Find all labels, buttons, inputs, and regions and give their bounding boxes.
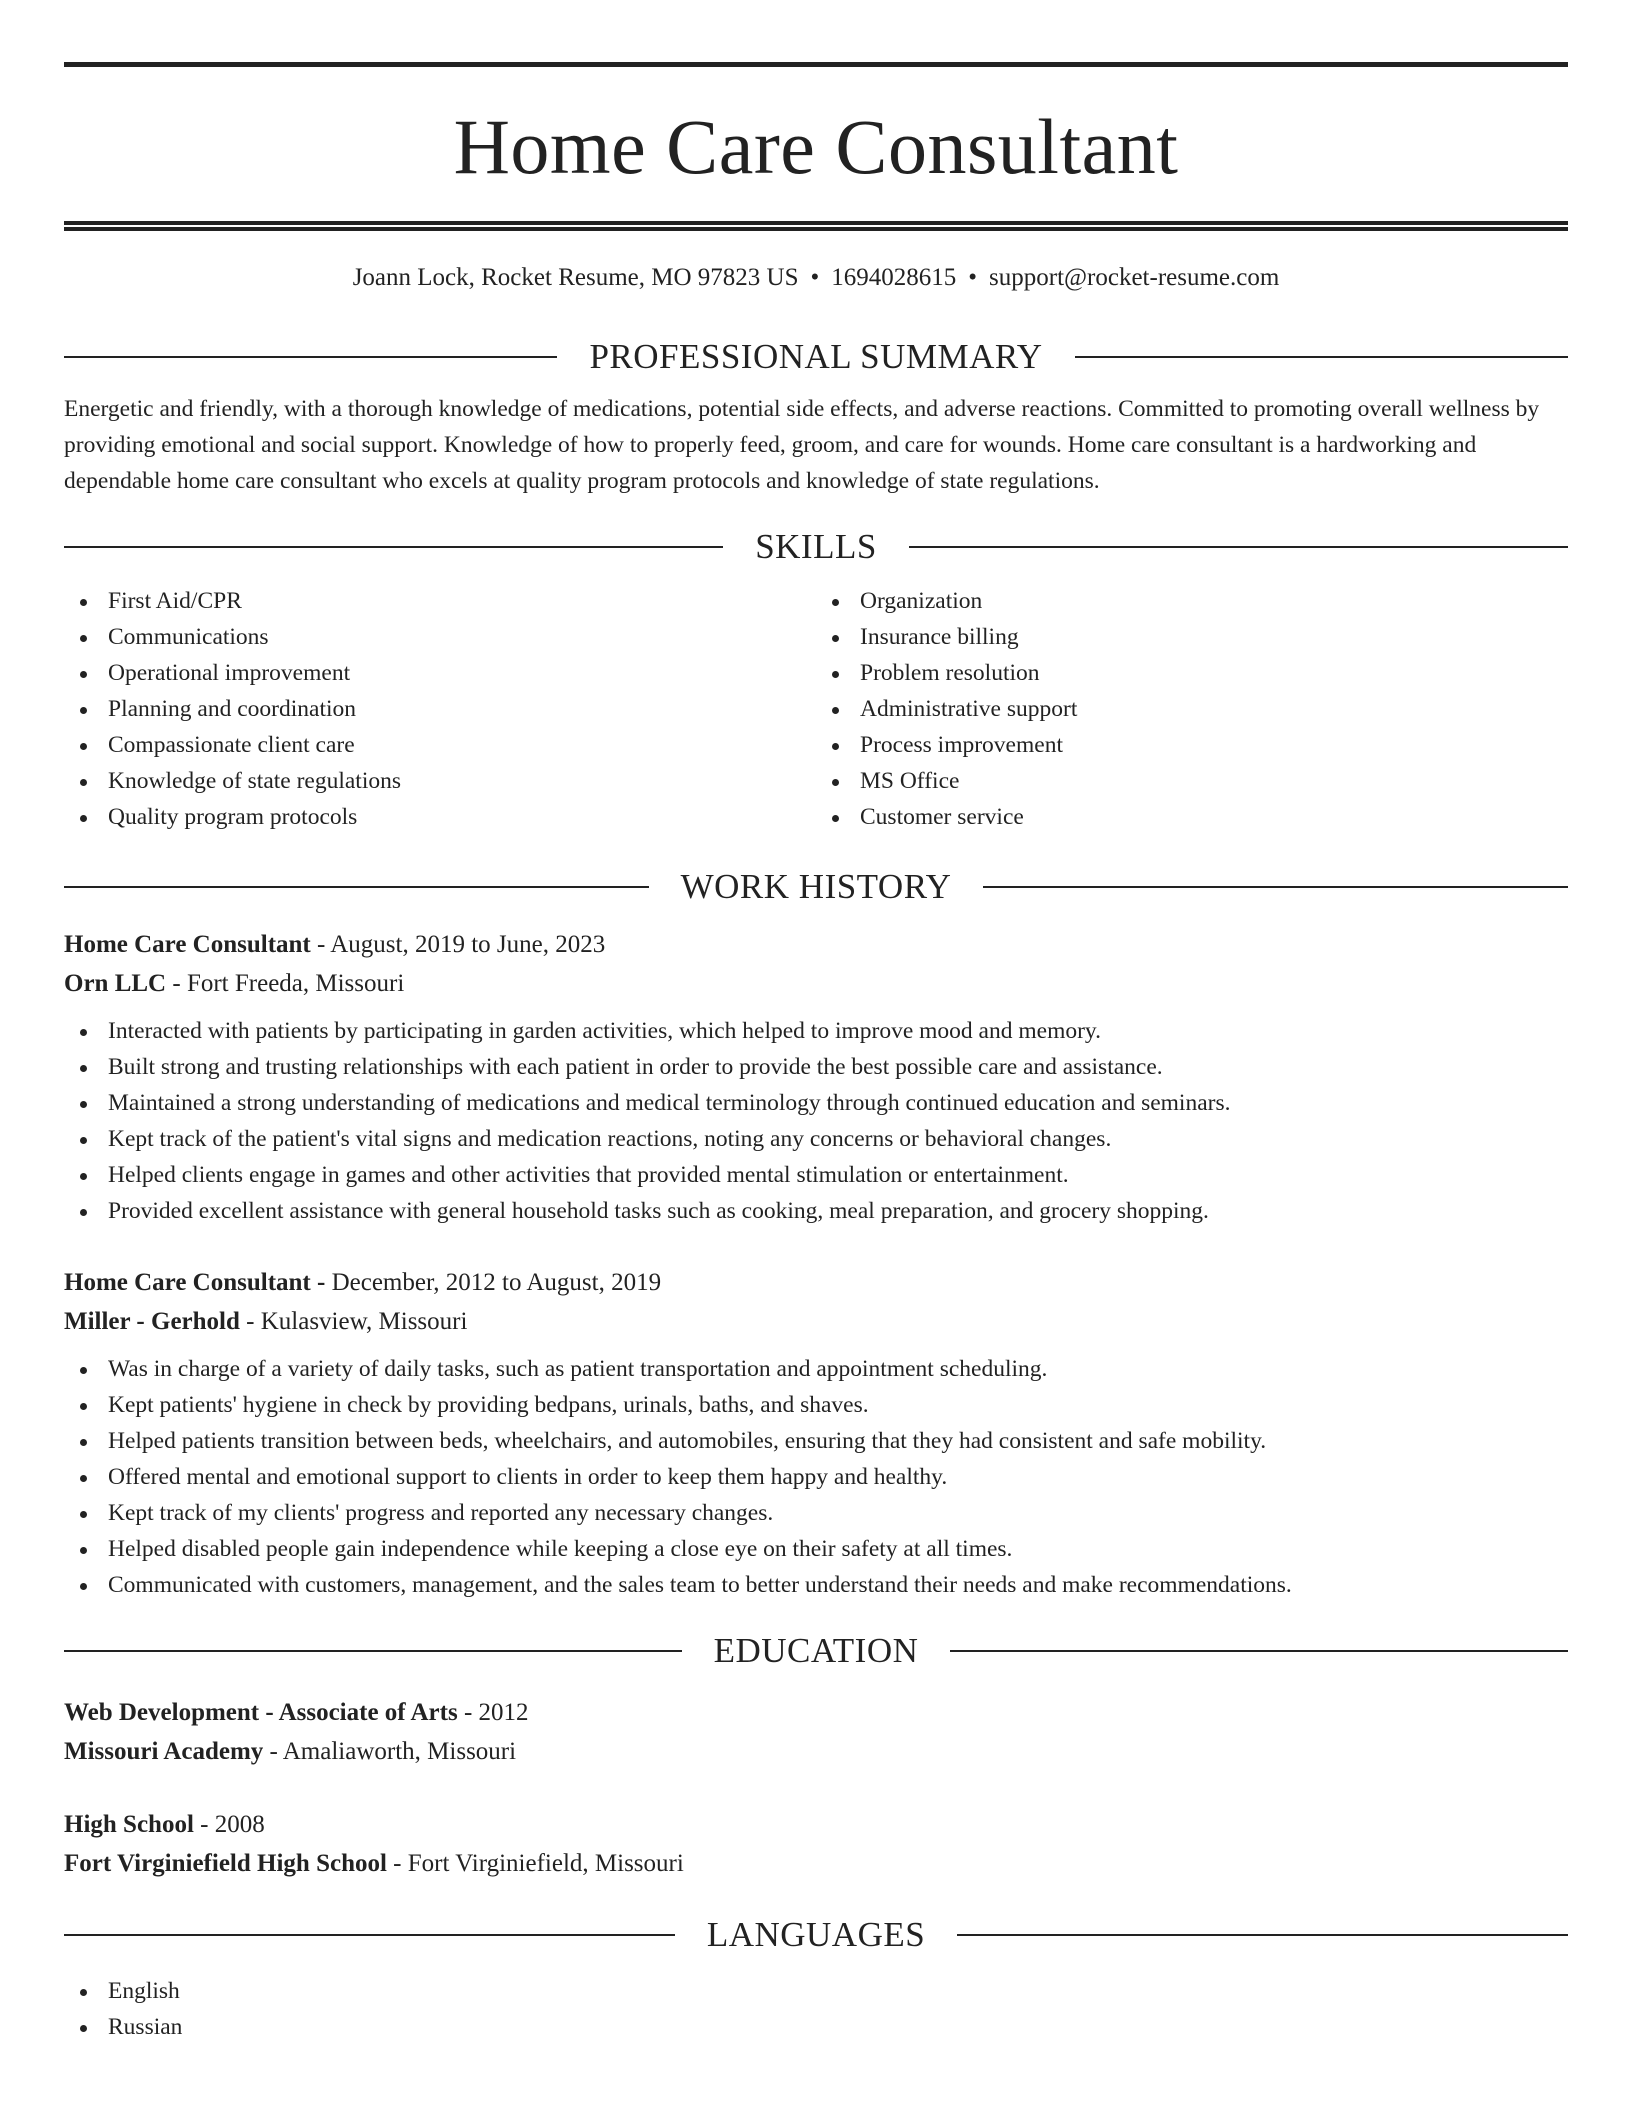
education-section-header — [64, 1629, 1568, 1673]
job-duty: Kept patients' hygiene in check by providing bedpans, urinals, baths, and shaves. — [64, 1387, 1568, 1423]
dash: - — [269, 1738, 278, 1765]
dash: - — [246, 1308, 255, 1335]
education-location: Amaliaworth, Missouri — [282, 1738, 517, 1765]
job-dates: December, 2012 to August, 2019 — [331, 1269, 662, 1296]
skill-item: Insurance billing — [816, 619, 1568, 655]
divider-line — [64, 546, 723, 548]
job-duty: Kept track of the patient's vital signs and medication reactions, noting any concerns or behavioral changes. — [64, 1121, 1568, 1157]
divider-line — [64, 886, 649, 888]
skill-item: Process improvement — [816, 727, 1568, 763]
divider-line — [64, 1650, 682, 1652]
languages-section-header — [64, 1913, 1568, 1957]
dash: - — [393, 1850, 402, 1877]
summary-text: Energetic and friendly, with a thorough knowledge of medications, potential side effects, and adverse reactions. Committed to promoting overall wellness by providing emotional and social support. Knowledge of how to properly feed, groom, and care for wounds. Home care consultant is a hardworking and dependable home care consultant who excels at quality program protocols and knowledge of state regulations. — [64, 396, 1540, 494]
skill-item: Knowledge of state regulations — [64, 763, 816, 799]
job-company: Orn LLC — [64, 970, 167, 997]
job-title-line — [64, 925, 1568, 964]
section-heading-languages: LANGUAGES — [706, 1915, 926, 1954]
section-heading-education: EDUCATION — [713, 1631, 919, 1670]
skill-item: Administrative support — [816, 691, 1568, 727]
resume-page — [64, 62, 1568, 2045]
skill-item: Customer service — [816, 799, 1568, 835]
education-degree-line — [64, 1805, 1568, 1844]
top-rule — [64, 62, 1568, 67]
education-school-line — [64, 1844, 1568, 1883]
skill-item: MS Office — [816, 763, 1568, 799]
divider-line — [1075, 356, 1568, 358]
dash: - — [317, 931, 326, 958]
job-entry — [64, 1263, 1568, 1603]
job-location: Fort Freeda, Missouri — [186, 970, 405, 997]
divider-line — [909, 546, 1568, 548]
language-item: English — [64, 1973, 1568, 2009]
job-duty: Offered mental and emotional support to clients in order to keep them happy and healthy. — [64, 1459, 1568, 1495]
job-company-line — [64, 1302, 1568, 1341]
skill-item: Operational improvement — [64, 655, 816, 691]
education-school-line — [64, 1732, 1568, 1771]
education-location: Fort Virginiefield, Missouri — [407, 1850, 684, 1877]
skill-item: Problem resolution — [816, 655, 1568, 691]
section-heading-summary: PROFESSIONAL SUMMARY — [589, 337, 1043, 376]
contact-address: Joann Lock, Rocket Resume, MO 97823 US — [352, 264, 799, 291]
contact-line — [64, 261, 1568, 295]
section-heading-work: WORK HISTORY — [680, 867, 952, 906]
skill-item: Communications — [64, 619, 816, 655]
summary-section-header — [64, 335, 1568, 379]
contact-phone: 1694028615 — [831, 264, 957, 291]
work-section-header — [64, 865, 1568, 909]
job-dates: August, 2019 to June, 2023 — [330, 931, 606, 958]
job-duty: Built strong and trusting relationships with each patient in order to provide the best possible care and assistance. — [64, 1049, 1568, 1085]
job-duties-list — [64, 1351, 1568, 1603]
dash: - — [317, 1269, 326, 1296]
education-degree-line — [64, 1693, 1568, 1732]
job-duty: Helped patients transition between beds, wheelchairs, and automobiles, ensuring that they had consistent and safe mobility. — [64, 1423, 1568, 1459]
skill-item: Planning and coordination — [64, 691, 816, 727]
education-school: Missouri Academy — [64, 1738, 264, 1765]
resume-title: Home Care Consultant — [453, 103, 1179, 190]
divider-line — [64, 1934, 675, 1936]
dash: - — [200, 1811, 209, 1838]
section-heading-skills: SKILLS — [755, 527, 877, 566]
education-school: Fort Virginiefield High School — [64, 1850, 387, 1877]
job-duties-list — [64, 1013, 1568, 1229]
job-title: Home Care Consultant — [64, 931, 311, 958]
dash: - — [172, 970, 181, 997]
job-location: Kulasview, Missouri — [260, 1308, 468, 1335]
education-degree: High School — [64, 1811, 194, 1838]
education-entry — [64, 1693, 1568, 1771]
skills-section-header — [64, 525, 1568, 569]
job-company: Miller - Gerhold — [64, 1308, 240, 1335]
education-year: 2012 — [478, 1699, 529, 1726]
education-degree: Web Development - Associate of Arts — [64, 1699, 458, 1726]
education-year: 2008 — [214, 1811, 265, 1838]
skills-list-left — [64, 583, 816, 835]
skill-item: Organization — [816, 583, 1568, 619]
job-title-line — [64, 1263, 1568, 1302]
job-duty: Communicated with customers, management, and the sales team to better understand their needs and make recommendations. — [64, 1567, 1568, 1603]
skills-list-right — [816, 583, 1568, 835]
job-duty: Helped disabled people gain independence while keeping a close eye on their safety at all times. — [64, 1531, 1568, 1567]
divider-line — [64, 356, 557, 358]
job-duty: Maintained a strong understanding of medications and medical terminology through continued education and seminars. — [64, 1085, 1568, 1121]
job-duty: Kept track of my clients' progress and reported any necessary changes. — [64, 1495, 1568, 1531]
divider-line — [957, 1934, 1568, 1936]
job-duty: Provided excellent assistance with general household tasks such as cooking, meal preparation, and grocery shopping. — [64, 1193, 1568, 1229]
skills-columns — [64, 583, 1568, 835]
job-entry — [64, 925, 1568, 1229]
job-duty: Was in charge of a variety of daily tasks, such as patient transportation and appointment scheduling. — [64, 1351, 1568, 1387]
dash: - — [463, 1699, 473, 1726]
divider-line — [950, 1650, 1568, 1652]
contact-separator: • — [968, 264, 978, 291]
title-double-rule — [64, 221, 1568, 231]
job-title: Home Care Consultant — [64, 1269, 311, 1296]
languages-list — [64, 1973, 1568, 2045]
contact-email: support@rocket-resume.com — [989, 264, 1280, 291]
skill-item: First Aid/CPR — [64, 583, 816, 619]
skill-item: Quality program protocols — [64, 799, 816, 835]
job-company-line — [64, 964, 1568, 1003]
language-item: Russian — [64, 2009, 1568, 2045]
contact-separator: • — [810, 264, 820, 291]
divider-line — [983, 886, 1568, 888]
education-entry — [64, 1805, 1568, 1883]
job-duty: Helped clients engage in games and other activities that provided mental stimulation or entertainment. — [64, 1157, 1568, 1193]
skill-item: Compassionate client care — [64, 727, 816, 763]
job-duty: Interacted with patients by participating in garden activities, which helped to improve mood and memory. — [64, 1013, 1568, 1049]
